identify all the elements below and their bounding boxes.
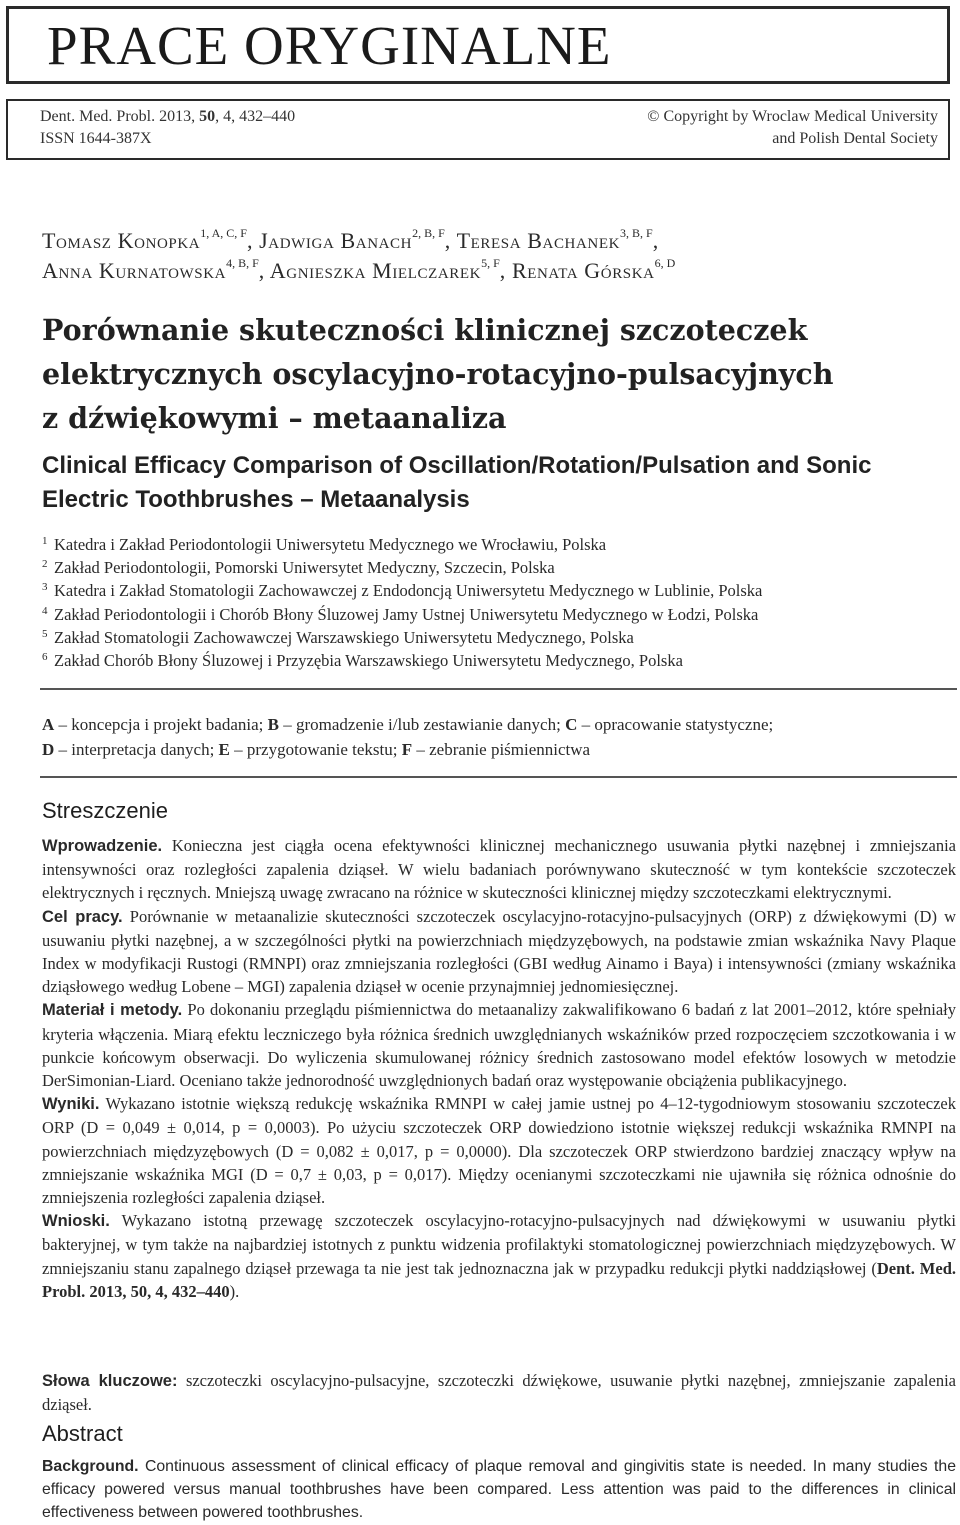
title-pl-line-3: z dźwiękowymi – metaanaliza [42,401,507,435]
author-separator: , [652,228,659,253]
author-affiliation-marks: 6, D [654,256,676,270]
copyright-line-2: and Polish Dental Society [772,130,938,147]
author-name: Jadwiga Banach [259,228,413,253]
author-name: Renata Górska [511,258,655,283]
role-key: E [218,740,230,759]
paragraph-text: Wykazano istotnie większą redukcję wskaźnika RMNPI w całej jamie ustnej po 4–12-tygodniowym stosowaniu szczoteczek ORP (D = 0,049 ± 0,014, p = 0,0003). Po użyciu szczoteczek ORP dowiedziono istotnie większej redukcji wskaźnika RMNPI na powierzchniach międzyzębowych (D = 0,082 ± 0,017, p = 0,0000). Dla szczoteczek ORP stwierdzono bardziej znaczący wpływ na zmniejszanie wskaźnika MGI (D = 0,7 ± 0,03, p = 0,017). Między ocenianymi szczoteczkami nie ujawniła się różnica odnośnie do zmniejszenia rozległości zapalenia dziąseł. [42,1094,956,1208]
contribution-legend [42,712,957,762]
journal-meta-box [6,99,950,160]
paragraph-text: Continuous assessment of clinical efficacy of plaque removal and gingivitis state is needed. In many studies the efficacy powered versus manual toothbrushes have been compared. Less attention was paid to the differences in clinical effectiveness between powered toothbrushes. [42,1458,956,1521]
role-key: A [42,715,55,734]
role-key: D [42,740,55,759]
abstract-body [42,1455,956,1524]
title-en-line-2: Electric Toothbrushes – Metaanalysis [42,486,470,513]
author-affiliation-marks: 3, B, F [620,226,653,240]
streszczenie-body [42,834,956,1303]
role-text: – koncepcja i projekt badania; [54,715,268,734]
role-text: – opracowanie statystyczne; [577,715,774,734]
paragraph-text-end: ). [229,1281,240,1301]
abstract-heading: Abstract [42,1421,123,1446]
paragraph-label: Background. [42,1458,139,1475]
abstract-paragraph-conclusions [42,1209,956,1303]
role-text: – gromadzenie i/lub zestawianie danych; [279,715,566,734]
role-text: – interpretacja danych; [54,740,219,759]
keywords-text: szczoteczki oscylacyjno-pulsacyjne, szczoteczki dźwiękowe, usuwanie płytki nazębnej, zmniejszanie zapalenia dziąseł. [42,1371,956,1415]
affiliation-text: Katedra i Zakład Periodontologii Uniwersytetu Medycznego we Wrocławiu, Polska [54,535,607,554]
paragraph-label: Wnioski. [42,1212,110,1231]
paragraph-text: Wykazano istotną przewagę szczoteczek oscylacyjno-rotacyjno-pulsacyjnych nad dźwiękowymi w usuwaniu płytki bakteryjnej, w tym także na najbardziej istotnych z punktu widzenia profilaktyki stomatologicznej powierzchniach międzyzębowych. W zmniejszaniu stanu zapalnego dziąseł przewaga ta nie jest tak jednoznaczna jak w przypadku redukcji płytki naddziąsłowej ( [42,1211,956,1278]
paragraph-label: Cel pracy. [42,907,123,926]
abstract-paragraph-results [42,1092,956,1209]
contribution-line-1 [42,712,957,737]
author-affiliation-marks: 2, B, F [412,226,445,240]
author-name: Teresa Bachanek [456,228,621,253]
author-separator: , [246,228,260,253]
author-name: Agnieszka Mielczarek [269,258,482,283]
journal-reference [40,106,295,150]
contribution-line-2 [42,737,957,762]
copyright-notice [647,106,938,150]
author-list [42,226,942,286]
keywords-block [42,1369,956,1416]
paragraph-label: Materiał i metody. [42,1001,183,1020]
section-banner [6,6,950,84]
author-line-2 [42,256,942,286]
journal-ref-suffix: , 4, 432–440 [215,108,296,125]
abstract-paragraph-introduction [42,834,956,905]
streszczenie-heading: Streszczenie [42,798,168,823]
affiliation-item: 4 Zakład Periodontologii i Chorób Błony Śluzowej Jamy Ustnej Uniwersytetu Medycznego w Łodzi, Polska [42,604,759,624]
paragraph-label: Wprowadzenie. [42,837,163,855]
title-pl-line-1: Porównanie skuteczności klinicznej szczoteczek [42,313,808,347]
affiliation-text: Zakład Chorób Błony Śluzowej i Przyzębia Warszawskiego Uniwersytetu Medycznego, Polska [54,651,683,671]
author-affiliation-marks: 5, F [481,256,500,270]
affiliation-item: 1 Katedra i Zakład Periodontologii Uniwersytetu Medycznego we Wrocławiu, Polska [42,535,607,554]
author-affiliation-marks: 1, A, C, F [200,226,247,240]
abstract-paragraph-background [42,1455,956,1524]
affiliation-item: 3 Katedra i Zakład Stomatologii Zachowawczej z Endodoncją Uniwersytetu Medycznego w Lublinie, Polska [42,581,763,601]
section-title: PRACE ORYGINALNE [47,14,612,76]
affiliation-text: Katedra i Zakład Stomatologii Zachowawczej z Endodoncją Uniwersytetu Medycznego w Lublinie, Polska [54,581,763,601]
abstract-paragraph-aim [42,905,956,999]
role-key: F [401,740,413,759]
affiliation-item: 6 Zakład Chorób Błony Śluzowej i Przyzębia Warszawskiego Uniwersytetu Medycznego, Polska [42,651,683,671]
journal-volume: 50 [199,108,216,125]
author-separator: , [258,258,270,283]
role-key: C [565,715,578,734]
divider-top [40,688,957,690]
article-title-english [42,449,960,517]
affiliation-text: Zakład Stomatologii Zachowawczej Warszawskiego Uniwersytetu Medycznego, Polska [54,627,634,647]
role-key: B [267,715,279,734]
author-affiliation-marks: 4, B, F [226,256,259,270]
role-text: – zebranie piśmiennictwa [412,740,591,759]
paragraph-text: Po dokonaniu przeglądu piśmiennictwa do metaanalizy zakwalifikowano 6 badań z lat 2001–2012, które spełniały kryteria włączenia. Miarą efektu leczniczego była różnica średnich uwzględnianych wskaźników przed rozpoczęciem szczotkowania i w punkcie końcowym obserwacji. Do wyliczenia skumulowanej różnicy średnich zastosowano model efektów losowych w metodzie DerSimonian-Liard. Oceniano także jednorodność uwzględnionych badań oraz występowanie obciążenia publikacyjnego. [42,1000,957,1091]
citation: Dent. Med. Probl. 2013, 50, 4, 432–440 [42,1258,957,1301]
affiliation-text: Zakład Periodontologii, Pomorski Uniwersytet Medyczny, Szczecin, Polska [54,558,555,578]
title-pl-line-2: elektrycznych oscylacyjno-rotacyjno-pulsacyjnych [42,357,834,391]
keywords-label: Słowa kluczowe: [42,1372,178,1390]
paragraph-text: Konieczna jest ciągła ocena efektywności klinicznej mechanicznego usuwania płytki nazębnej i zmniejszania intensywności oraz rozległości zapalenia dziąseł. W wielu badaniach porównywano skuteczność w tym kontekście szczoteczek elektrycznych i ręcznych. Mniejszą uwagę zwracano na różnice w skuteczności klinicznej między szczoteczkami elektrycznymi. [42,836,956,903]
affiliation-list [42,533,942,672]
paragraph-label: Wyniki. [42,1095,100,1114]
author-name: Anna Kurnatowska [42,258,227,283]
journal-issn: ISSN 1644-387X [40,130,152,147]
article-title-polish [42,308,942,440]
copyright-line-1: © Copyright by Wroclaw Medical University [647,108,938,125]
author-line-1 [42,226,942,256]
author-separator: , [444,228,457,253]
affiliation-text: Zakład Periodontologii i Chorób Błony Śluzowej Jamy Ustnej Uniwersytetu Medycznego w Łodzi, Polska [54,604,759,624]
title-en-line-1: Clinical Efficacy Comparison of Oscillation/Rotation/Pulsation and Sonic [42,452,872,479]
affiliation-item: 2 Zakład Periodontologii, Pomorski Uniwersytet Medyczny, Szczecin, Polska [42,558,555,578]
author-separator: , [499,258,512,283]
role-text: – przygotowanie tekstu; [229,740,402,759]
author-name: Tomasz Konopka [42,228,201,253]
affiliation-item: 5 Zakład Stomatologii Zachowawczej Warszawskiego Uniwersytetu Medycznego, Polska [42,627,634,647]
paragraph-text: Porównanie w metaanalizie skuteczności szczoteczek oscylacyjno-rotacyjno-pulsacyjnych (ORP) z dźwiękowymi (D) w usuwaniu płytki nazębnej, a w szczególności płytki na powierzchniach międzyzębowych, na podstawie zmian wskaźnika Navy Plaque Index w modyfikacji Rustogi (RMNPI) oraz zmniejszania rozległości (GBI według Ainamo i Baya) i intensywności (zmiany wskaźnika dziąsłowego według Lobene – MGI) zapalenia dziąseł w ocenie przynajmniej jednomiesięcznej. [42,906,956,997]
abstract-paragraph-methods [42,998,956,1092]
journal-ref-prefix: Dent. Med. Probl. 2013, [40,108,200,125]
divider-bottom [40,776,957,778]
